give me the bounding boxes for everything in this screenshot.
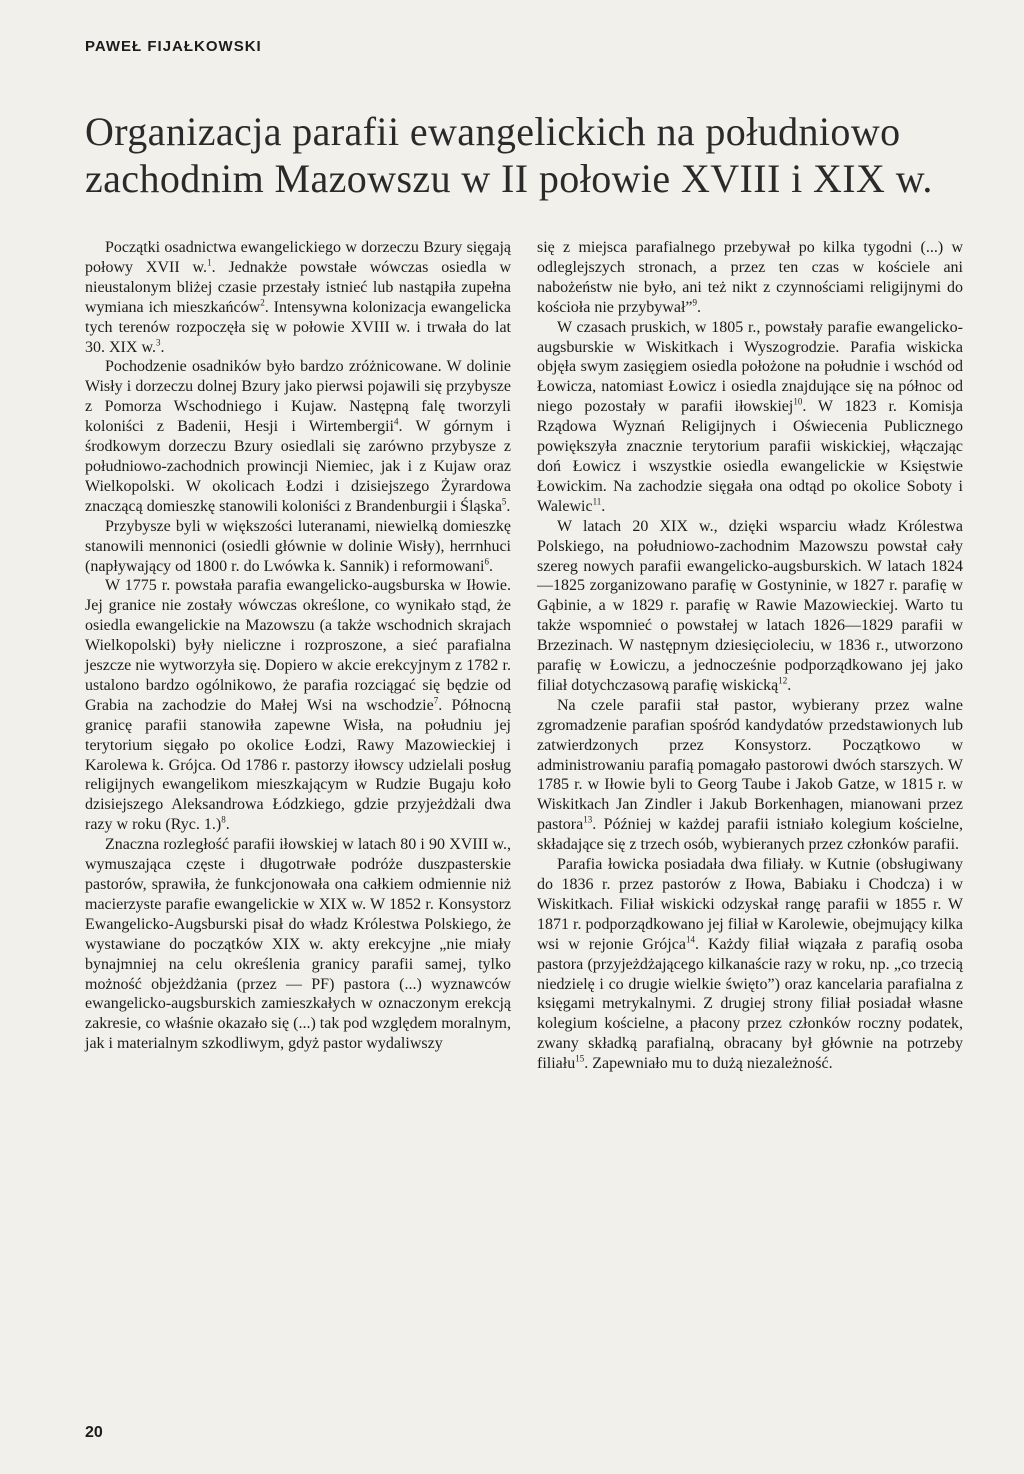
paragraph: się z miejsca parafialnego przebywał po kilka tygodni (...) w odleglejszych stronach, a przez ten czas w kościele ani nabożeństw nie było, ani też nikt z czynnościami religijnymi do kościoła nie przybywał”$^9$. bbox=[537, 239, 963, 316]
left-column bbox=[85, 238, 511, 1054]
footnote-ref: 14 bbox=[685, 934, 695, 945]
footnote-ref: 12 bbox=[778, 675, 788, 686]
footnote-ref: 3 bbox=[155, 337, 161, 348]
paragraph: Początki osadnictwa ewangelickiego w dorzeczu Bzury sięgają połowy XVII w.$^1$. Jednakże powstałe wówczas osiedla w nieustalonym bliżej czasie przestały istnieć lub nastąpiła zupełna wymiana ich mieszkańców$^2$. Intensywna kolonizacja ewangelicka tych terenów rozpoczęła się w połowie XVIII w. i trwała do lat 30. XIX w.$^3$. bbox=[85, 239, 512, 356]
paragraph: W latach 20 XIX w., dzięki wsparciu władz Królestwa Polskiego, na południowo-zachodnim Mazowszu powstał cały szereg nowych parafii ewangelicko-augsburskich. W latach 1824—1825 zorganizowano parafię w Gostyninie, w 1827 r. parafię w Gąbinie, a w 1829 r. parafię w Rawie Mazowieckiej. Warto tu także wspomnieć o powstałej w latach 1826—1829 parafii w Brzezinach. W następnym dziesięcioleciu, w 1836 r., utworzono parafię w Łowiczu, a jednocześnie podporządkowano jej jako filiał dotychczasową parafię wiskicką$^{12}$. bbox=[537, 517, 963, 694]
page-number: 20 bbox=[85, 1424, 103, 1441]
footnote-ref: 4 bbox=[394, 416, 399, 427]
paragraph: Przybysze byli w większości luteranami, niewielką domieszkę stanowili mennonici (osiedli głównie w dolinie Wisły), herrnhuci (napływający od 1800 r. do Lwówka k. Sannik) i reformowani$^6$. bbox=[85, 517, 511, 575]
paragraph: Znaczna rozległość parafii iłowskiej w latach 80 i 90 XVIII w., wymuszająca częste i długotrwałe podróże duszpasterskie pastorów, sprawiła, że funkcjonowała ona całkiem odmiennie niż macierzyste parafie ewangelickie w XIX w. W 1852 r. Konsystorz Ewangelicko-Augsburski pisał do władz Królestwa Polskiego, że wystawiane do początków XIX w. akty erekcyjne „nie miały bynajmniej na celu określenia granicy parafii samej, tylko możność objeżdżania (przez — PF) pastora (...) wyznawców ewangelicko-augsburskich zamieszkałych w oznaczonym erekcją zakresie, co właśnie okazało się (...) tak pod względem moralnym, jak i materialnym szkodliwym, gdyż pastor wydaliwszy bbox=[85, 836, 511, 1053]
right-column bbox=[537, 238, 963, 1074]
footnote-ref: 6 bbox=[484, 556, 489, 567]
footnote-ref: 5 bbox=[501, 496, 507, 507]
paragraph: W czasach pruskich, w 1805 r., powstały parafie ewangelicko-augsburskie w Wiskitkach i Wyszogrodzie. Parafia wiskicka objęła swym zasięgiem osiedla położone na południe i wschód od Łowicza, natomiast Łowicz i osiedla znajdujące się na północ od niego pozostały w parafii iłowskiej$^{10}$. W 1823 r. Komisja Rządowa Wyznań Religijnych i Oświecenia Publicznego powiększyła znacznie terytorium parafii wiskickiej, włączając doń Łowicz i wszystkie osiedla ewangelickie w Księstwie Łowickim. Na zachodzie sięgała ona odtąd po okolice Soboty i Walewic$^{11}$. bbox=[537, 318, 963, 515]
footnote-ref: 1 bbox=[207, 257, 212, 268]
author-name: PAWEŁ FIJAŁKOWSKI bbox=[85, 38, 262, 55]
footnote-ref: 7 bbox=[433, 695, 439, 706]
footnote-ref: 8 bbox=[221, 814, 226, 825]
article-title: Organizacja parafii ewangelickich na południowo zachodnim Mazowszu w II połowie XVIII i XIX w. bbox=[85, 109, 933, 201]
footnote-ref: 9 bbox=[692, 297, 697, 308]
footnote-ref: 11 bbox=[592, 496, 602, 507]
footnote-ref: 2 bbox=[260, 297, 265, 308]
paragraph: Na czele parafii stał pastor, wybierany przez walne zgromadzenie parafian spośród kandydatów przedstawionych lub zatwierdzonych przez Konsystorz. Początkowo w administrowaniu parafią pomagało pastorowi dwóch starszych. W 1785 r. w Iłowie byli to Georg Taube i Jakob Gatze, w 1815 r. w Wiskitkach Jan Zindler i Jakub Borkenhagen, mianowani przez pastora$^{13}$. Później w każdej parafii istniało kolegium kościelne, składające się z trzech osób, wybieranych przez członków parafii. bbox=[537, 696, 963, 854]
paragraph: Parafia łowicka posiadała dwa filiały. w Kutnie (obsługiwany do 1836 r. przez pastorów z Iłowa, Babiaku i Chodcza) i w Wiskitkach. Filiał wiskicki odzyskał rangę parafii w 1855 r. W 1871 r. podporządkowano jej filiał w Karolewie, obejmujący kilka wsi w rejonie Grójca$^{14}$. Każdy filiał wiązała z parafią osoba pastora (przyjeżdżającego kilkanaście razy w roku, np. „co trzecią niedzielę i co drugie wielkie święto”) oraz kancelaria parafialna z księgami metrykalnymi. Z drugiej strony filiał posiadał własne kolegium kościelne, a płacony przez członków roczny podatek, zwany składką parafialną, obracany był głównie na potrzeby filiału$^{15}$. Zapewniało mu to dużą niezależność. bbox=[537, 856, 963, 1073]
paragraph: W 1775 r. powstała parafia ewangelicko-augsburska w Iłowie. Jej granice nie zostały wówczas określone, co wynikało stąd, że osiedla ewangelickie na Mazowszu (a także wschodnich skrajach Wielkopolski) były nieliczne i rozproszone, a sieć parafialna jeszcze nie wytworzyła się. Dopiero w akcie erekcyjnym z 1782 r. ustalono bardzo ogólnikowo, że parafia rozciągać się będzie od Grabia na zachodzie do Małej Wsi na wschodzie$^7$. Północną granicę parafii stanowiła zapewne Wisła, na południu jej terytorium sięgało po okolice Łodzi, Rawy Mazowieckiej i Karolewa k. Grójca. Od 1786 r. pastorzy iłowscy udzielali posług religijnych ewangelikom mieszkającym w Rudzie Bugaju koło dzisiejszego Aleksandrowa Łódzkiego, gdzie przyjeżdżali dwa razy w roku (Ryc. 1.)$^8$. bbox=[85, 577, 512, 834]
paragraph: Pochodzenie osadników było bardzo zróżnicowane. W dolinie Wisły i dorzeczu dolnej Bzury jako pierwsi pojawili się przybysze z Pomorza Wschodniego i Kujaw. Następną falę tworzyli koloniści z Badenii, Hesji i Wirtembergii$^4$. W górnym i środkowym dorzeczu Bzury osiedlali się zarówno przybysze z południowo-zachodnich prowincji Niemiec, jak i z Kujaw oraz Wielkopolski. W okolicach Łodzi i dzisiejszego Żyrardowa znaczącą domieszkę stanowili koloniści z Brandenburgii i Śląska$^5$. bbox=[85, 358, 512, 515]
footnote-ref: 10 bbox=[793, 396, 803, 407]
footnote-ref: 15 bbox=[575, 1053, 585, 1064]
footnote-ref: 13 bbox=[583, 814, 593, 825]
